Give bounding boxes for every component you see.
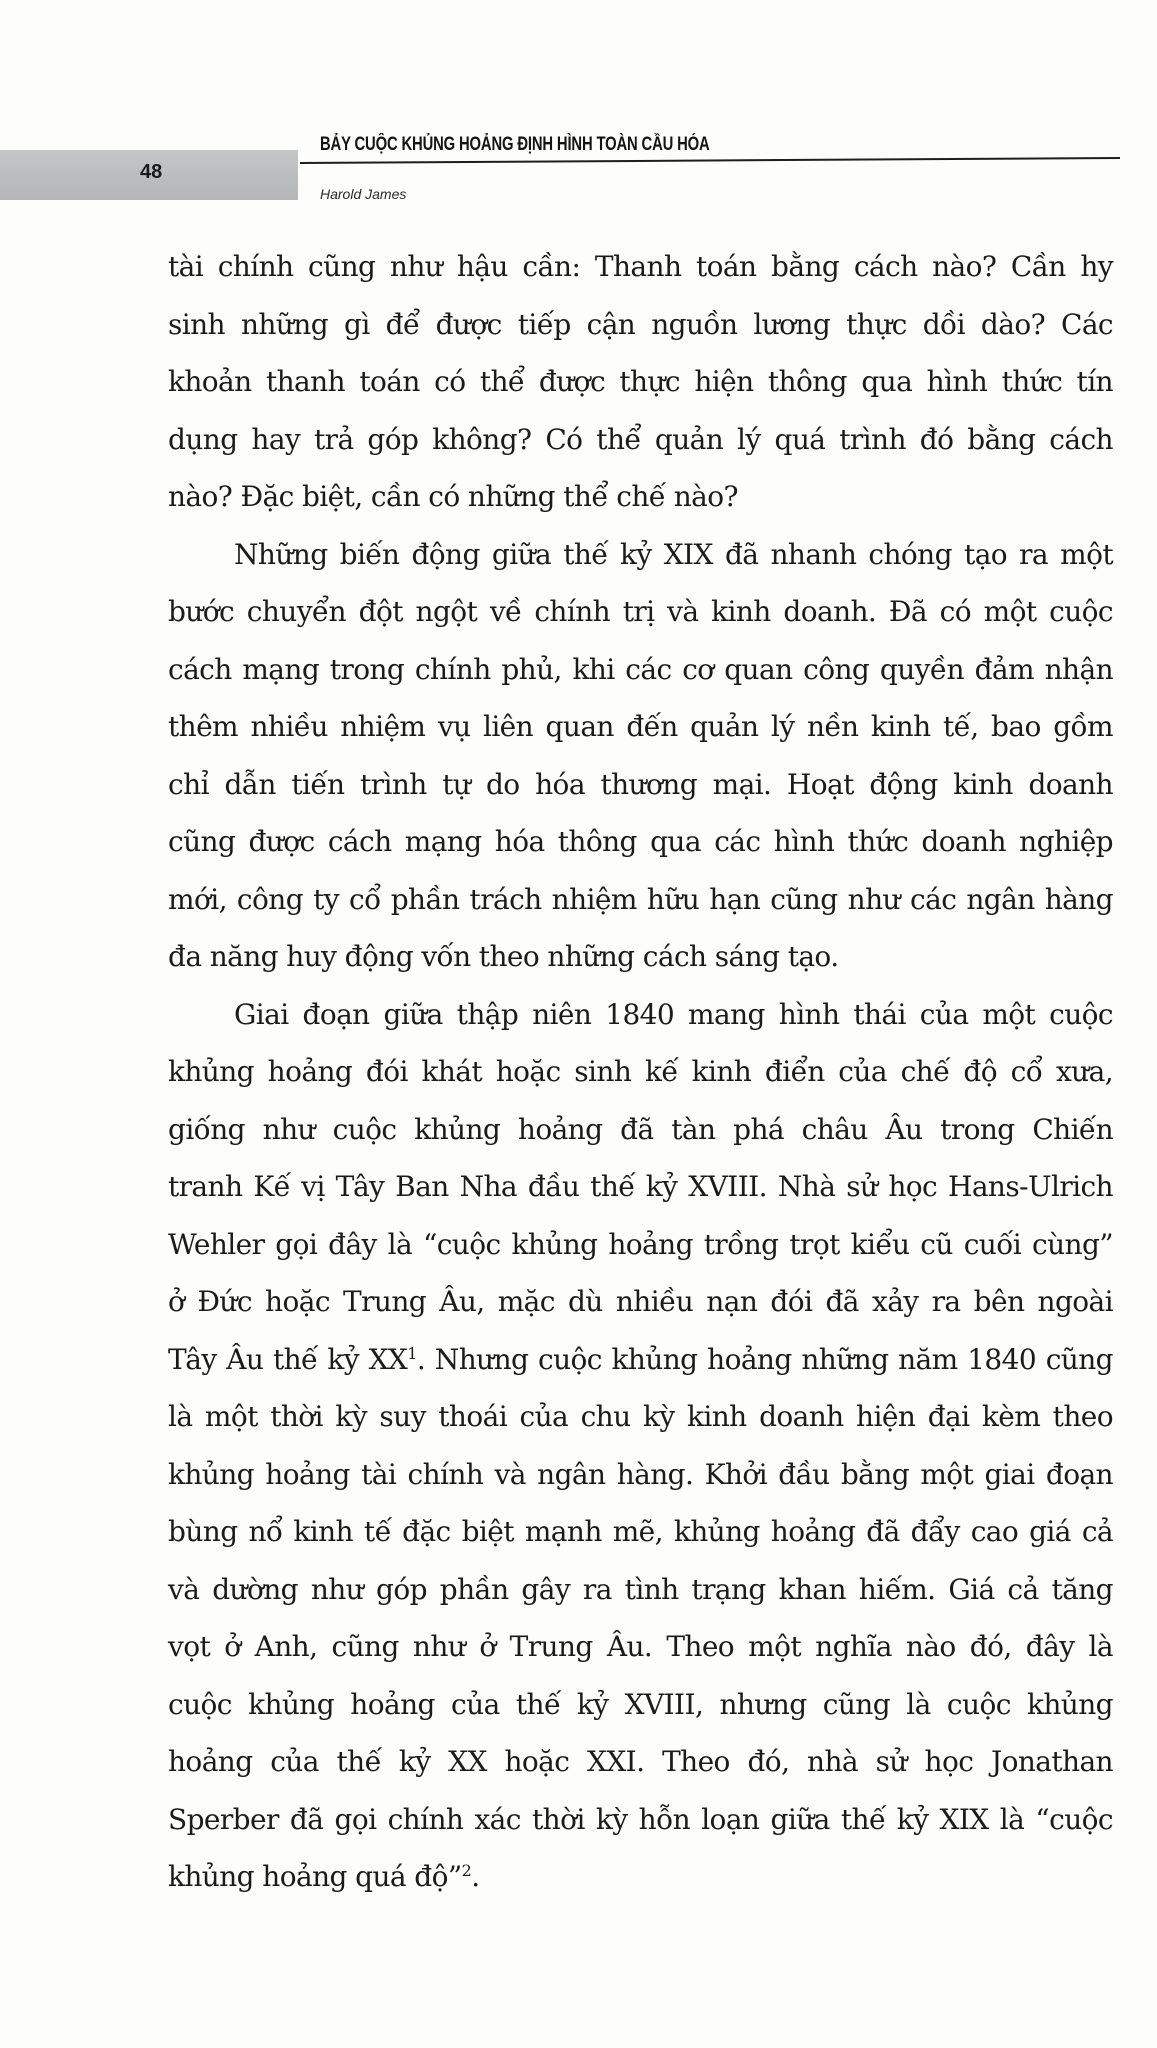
text-line: khủng hoảng tài chính và ngân hàng. Khởi đầu bằng một giai đoạn: [168, 1457, 1113, 1491]
text-line: bước chuyển đột ngột về chính trị và kinh doanh. Đã có một cuộc: [168, 595, 1113, 628]
text-line-with-footnote: [168, 1848, 1113, 1906]
text-line: giống như cuộc khủng hoảng đã tàn phá châu Âu trong Chiến: [168, 1112, 1113, 1146]
body-text: [168, 238, 1113, 1906]
text-line: vọt ở Anh, cũng như ở Trung Âu. Theo một nghĩa nào đó, đây là: [168, 1630, 1113, 1663]
text-segment: .: [471, 1860, 480, 1893]
text-segment: Tây Âu thế kỷ XX: [168, 1342, 408, 1376]
text-line: tài chính cũng như hậu cần: Thanh toán bằng cách nào? Cần hy: [168, 250, 1113, 283]
text-line: Giai đoạn giữa thập niên 1840 mang hình thái của một cuộc: [234, 997, 1113, 1031]
text-line: cuộc khủng hoảng của thế kỷ XVIII, nhưng cũng là cuộc khủng: [168, 1687, 1113, 1721]
text-line: ở Đức hoặc Trung Âu, mặc dù nhiều nạn đói đã xảy ra bên ngoài: [168, 1285, 1113, 1318]
text-segment: . Nhưng cuộc khủng hoảng những năm 1840 cũng: [416, 1342, 1113, 1376]
text-line: là một thời kỳ suy thoái của chu kỳ kinh doanh hiện đại kèm theo: [168, 1400, 1113, 1433]
text-line: cũng được cách mạng hóa thông qua các hình thức doanh nghiệp: [168, 825, 1113, 858]
text-line: sinh những gì để được tiếp cận nguồn lương thực dồi dào? Các: [168, 307, 1113, 341]
text-segment: khủng hoảng quá độ”: [168, 1860, 462, 1893]
text-line: và dường như góp phần gây ra tình trạng khan hiếm. Giá cả tăng: [168, 1572, 1113, 1606]
paragraph-2: [168, 526, 1113, 986]
text-line: dụng hay trả góp không? Có thể quản lý quá trình đó bằng cách: [168, 422, 1113, 456]
text-line: Wehler gọi đây là “cuộc khủng hoảng trồng trọt kiểu cũ cuối cùng”: [168, 1227, 1113, 1261]
footnote-reference-2[interactable]: 2: [461, 1861, 472, 1880]
text-line: khoản thanh toán có thể được thực hiện thông qua hình thức tín: [168, 365, 1113, 398]
text-line: bùng nổ kinh tế đặc biệt mạnh mẽ, khủng hoảng đã đẩy cao giá cả: [168, 1515, 1113, 1548]
text-line: Những biến động giữa thế kỷ XIX đã nhanh chóng tạo ra một: [234, 537, 1113, 571]
text-line: thêm nhiều nhiệm vụ liên quan đến quản lý nền kinh tế, bao gồm: [168, 710, 1113, 743]
paragraph-1: [168, 238, 1113, 526]
page-number: 48: [140, 161, 163, 183]
text-line: khủng hoảng đói khát hoặc sinh kế kinh điển của chế độ cổ xưa,: [168, 1055, 1113, 1088]
footnote-reference-1[interactable]: 1: [407, 1343, 417, 1363]
text-line-with-footnote: [168, 1331, 1113, 1389]
text-line: tranh Kế vị Tây Ban Nha đầu thế kỷ XVIII. Nhà sử học Hans-Ulrich: [168, 1170, 1113, 1203]
header-divider-line: [300, 157, 1120, 164]
text-line: đa năng huy động vốn theo những cách sáng tạo.: [168, 940, 839, 973]
text-line: hoảng của thế kỷ XX hoặc XXI. Theo đó, nhà sử học Jonathan: [168, 1745, 1113, 1778]
text-line: nào? Đặc biệt, cần có những thể chế nào?: [168, 480, 738, 513]
running-header-book-title: BẢY CUỘC KHỦNG HOẢNG ĐỊNH HÌNH TOÀN CẦU HÓA: [320, 134, 710, 155]
paragraph-3: [168, 986, 1113, 1906]
text-line: mới, công ty cổ phần trách nhiệm hữu hạn cũng như các ngân hàng: [168, 882, 1113, 916]
text-line: cách mạng trong chính phủ, khi các cơ quan công quyền đảm nhận: [168, 652, 1113, 686]
running-header-author: Harold James: [320, 186, 407, 202]
text-line: Sperber đã gọi chính xác thời kỳ hỗn loạn giữa thế kỷ XIX là “cuộc: [168, 1802, 1113, 1836]
text-line: chỉ dẫn tiến trình tự do hóa thương mại. Hoạt động kinh doanh: [168, 767, 1113, 801]
